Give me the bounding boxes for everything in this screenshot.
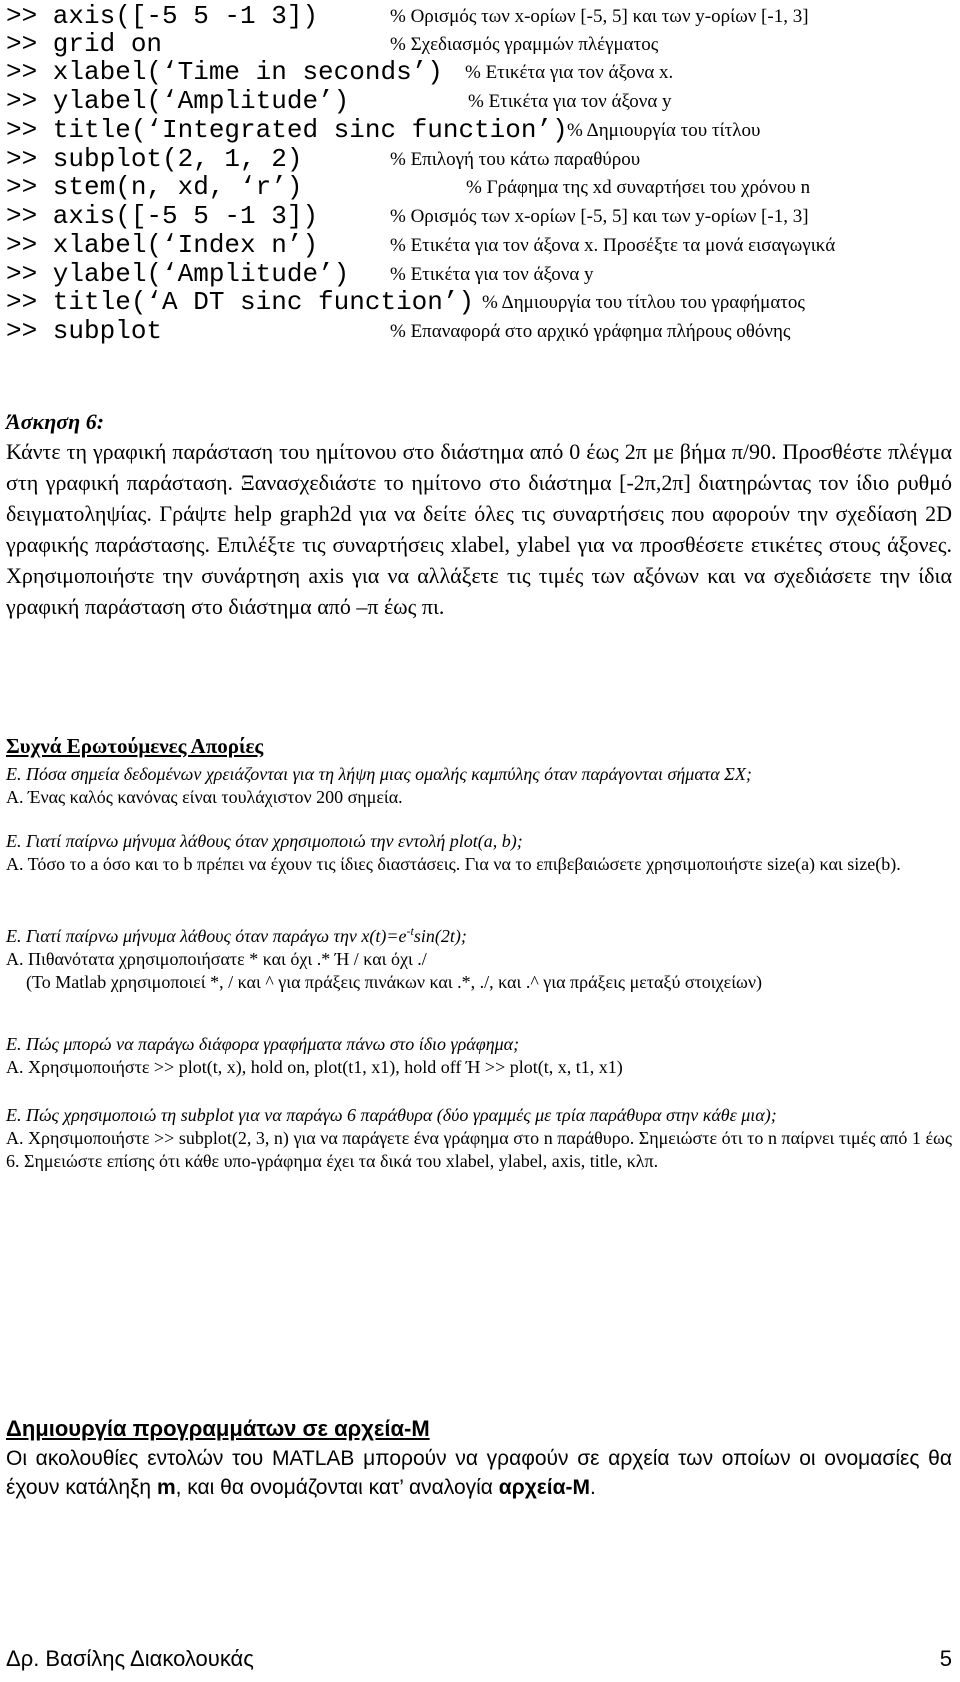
code-comment: % Ορισμός των x-ορίων [-5, 5] και των y-ορίων [-1, 3] <box>390 206 809 227</box>
faq-question: Ε. Πόσα σημεία δεδομένων χρειάζονται για τη λήψη μιας ομαλής καμπύλης όταν παράγονται σήματα ΣΧ; <box>6 764 752 784</box>
code-comment: % Ετικέτα για τον άξονα x. <box>465 62 674 83</box>
exercise-heading: Άσκηση 6: <box>6 409 105 434</box>
faq-title: Συχνά Ερωτούμενες Απορίες <box>6 734 264 758</box>
code-text: >> axis([-5 5 -1 3]) <box>6 1 319 31</box>
code-text: >> subplot(2, 1, 2) <box>6 144 303 174</box>
faq-item <box>6 1104 952 1173</box>
code-comment: % Δημιουργία του τίτλου <box>567 120 761 141</box>
code-text: >> xlabel(‘Index n’) <box>6 230 319 260</box>
code-text: >> subplot <box>6 316 163 346</box>
faq-answer: Α. Χρησιμοποιήστε >> plot(t, x), hold on, plot(t1, x1), hold off Ή >> plot(t, x, t1, x1) <box>6 1057 623 1077</box>
code-text: >> title(‘Integrated sinc function’) <box>6 115 568 145</box>
code-text: >> stem(n, xd, ‘r’) <box>6 172 303 202</box>
code-comment: % Ετικέτα για τον άξονα y <box>468 91 672 112</box>
code-text: >> title(‘A DT sinc function’) <box>6 287 475 317</box>
faq-answer: Α. Χρησιμοποιήστε >> subplot(2, 3, n) για να παράγετε ένα γράφημα στο n παράθυρο. Σημειώστε ότι το n παίρνει τιμές από 1 έως 6. Σημειώστε επίσης ότι κάθε υπο-γράφημα έχει τα δικά του xlabel, ylabel, axis, title, κλπ. <box>6 1128 952 1171</box>
code-text: >> xlabel(‘Time in seconds’) <box>6 57 443 87</box>
faq-answer-note: (Το Matlab χρησιμοποιεί *, / και ^ για πράξεις πινάκων και .*, ./, και .^ για πράξεις μεταξύ στοιχείων) <box>26 972 763 992</box>
programs-title: Δημιουργία προγραμμάτων σε αρχεία-Μ <box>6 1416 430 1441</box>
faq-question: Ε. Γιατί παίρνω μήνυμα λάθους όταν χρησιμοποιώ την εντολή plot(a, b); <box>6 831 523 851</box>
code-comment: % Δημιουργία του τίτλου του γραφήματος <box>482 292 805 313</box>
faq-answer: Α. Ένας καλός κανόνας είναι τουλάχιστον 200 σημεία. <box>6 787 403 807</box>
code-comment: % Ορισμός των x-ορίων [-5, 5] και των y-ορίων [-1, 3] <box>390 6 809 27</box>
faq-question: Ε. Πώς χρησιμοποιώ τη subplot για να παράγω 6 παράθυρα (δύο γραμμές με τρία παράθυρα στην κάθε μια); <box>6 1105 777 1125</box>
faq-item <box>6 830 952 876</box>
faq-question: Ε. Γιατί παίρνω μήνυμα λάθους όταν παράγω την $x(t)=e^{-t}\sin(2t)$; <box>6 924 467 946</box>
page-number: 5 <box>939 1646 952 1671</box>
faq-answer: Α. Τόσο το a όσο και το b πρέπει να έχουν τις ίδιες διαστάσεις. Για να το επιβεβαιώσετε χρησιμοποιήστε size(a) και size(b). <box>6 854 901 874</box>
code-comment: % Ετικέτα για τον άξονα y <box>390 264 594 285</box>
code-comment: % Σχεδιασμός γραμμών πλέγματος <box>390 34 659 55</box>
faq-item <box>6 1033 952 1079</box>
code-text: >> ylabel(‘Amplitude’) <box>6 259 350 289</box>
code-text: >> ylabel(‘Amplitude’) <box>6 86 350 116</box>
faq-question: Ε. Πώς μπορώ να παράγω διάφορα γραφήματα πάνω στο ίδιο γράφημα; <box>6 1034 520 1054</box>
code-comment: % Γράφημα της xd συναρτήσει του χρόνου n <box>466 177 811 198</box>
code-text: >> grid on <box>6 29 163 59</box>
exercise-text: Κάντε τη γραφική παράσταση του ημίτονου στο διάστημα από 0 έως 2π με βήμα π/90. Προσθέστε πλέγμα στη γραφική παράσταση. Ξανασχεδιάστε το ημίτονο στο διάστημα [-2π,2π] διατηρώντας τον ίδιο ρυθμό δειγματοληψίας. Γράψτε help graph2d για να δείτε όλες τις συναρτήσεις που αφορούν την σχεδίαση 2D γραφικής παράστασης. Επιλέξτε τις συναρτήσεις xlabel, ylabel για να προσθέσετε ετικέτες στους άξονες. Χρησιμοποιήστε την συνάρτηση axis για να αλλάξετε τις τιμές των αξόνων και να σχεδιάσετε την ίδια γραφική παράσταση στο διάστημα από –π έως πι. <box>6 439 952 619</box>
faq-item <box>6 763 952 809</box>
faq-answer: Α. Πιθανότατα χρησιμοποιήσατε * και όχι .* Ή / και όχι ./ <box>6 949 427 969</box>
programs-text: Οι ακολουθίες εντολών του MATLAB μπορούν να γραφούν σε αρχεία των οποίων οι ονομασίες θα έχουν κατάληξη m, και θα ονομάζονται κατ’ αναλογία αρχεία-Μ. <box>6 1447 952 1499</box>
faq-item <box>6 920 952 994</box>
page-footer <box>6 1646 952 1676</box>
code-comment: % Ετικέτα για τον άξονα x. Προσέξτε τα μονά εισαγωγικά <box>390 235 836 256</box>
code-comment: % Επιλογή του κάτω παραθύρου <box>390 149 641 170</box>
code-text: >> axis([-5 5 -1 3]) <box>6 201 319 231</box>
code-comment: % Επαναφορά στο αρχικό γράφημα πλήρους οθόνης <box>390 321 791 342</box>
footer-author: Δρ. Βασίλης Διακολουκάς <box>6 1646 254 1671</box>
